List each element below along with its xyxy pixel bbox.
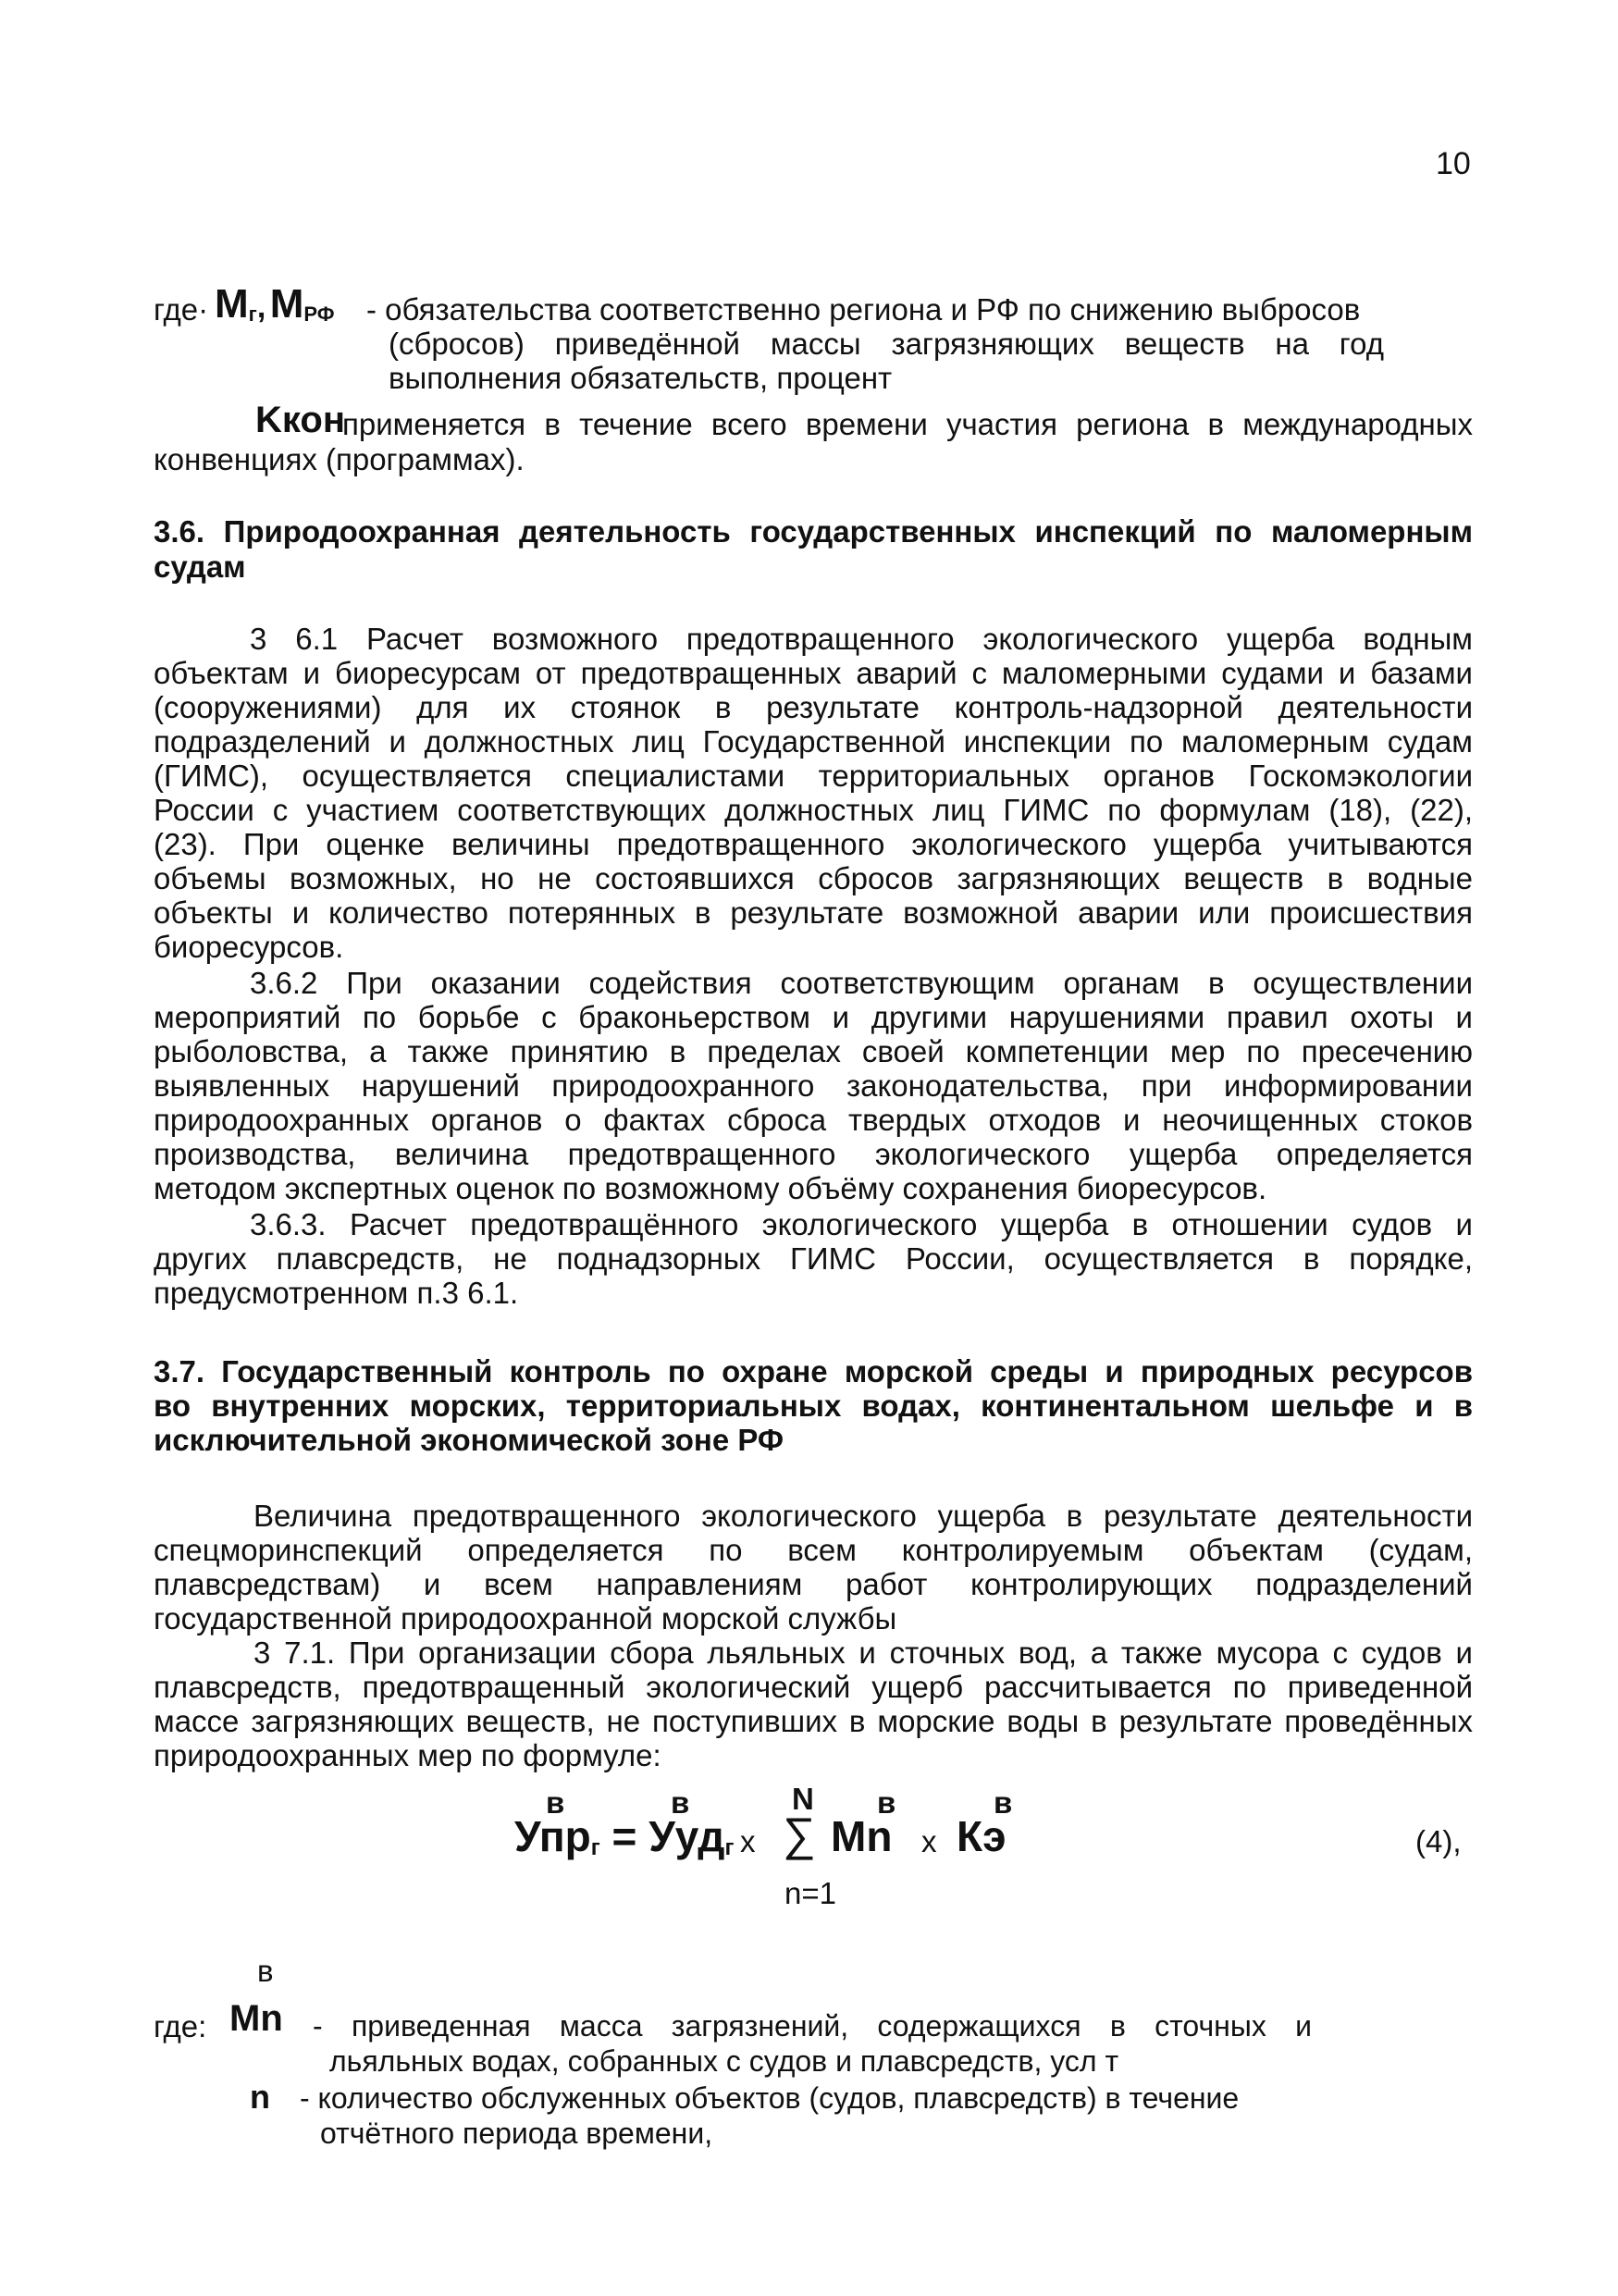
- section-3-6-heading-line-2: судам: [154, 549, 246, 584]
- formula-sup-1: в: [546, 1785, 565, 1820]
- formula-term1: Ууд: [648, 1812, 725, 1860]
- paragraph-3-6-3: [154, 1207, 1473, 1310]
- formula-term1-sub: г: [724, 1835, 735, 1860]
- where-2-n-line-2: отчётного периода времени,: [320, 2117, 713, 2150]
- paragraph-line: Величина предотвращенного экологического ущерба в результате деятельности: [253, 1499, 1473, 1533]
- paragraph-line: рыболовства, а также принятию в пределах своей компетенции мер по пресечению: [154, 1034, 1473, 1068]
- section-3-7-heading: [154, 1354, 1473, 1457]
- paragraph-line: предусмотренном п.3 6.1.: [154, 1276, 519, 1310]
- where-2-n-symbol: n: [250, 2078, 270, 2116]
- where-1-line-3: выполнения обязательств, процент: [389, 361, 893, 395]
- symbol-m-rf-sub: РФ: [303, 302, 335, 326]
- paragraph-line: выявленных нарушений природоохранного законодательства, при информировании: [154, 1068, 1473, 1103]
- where-2-mn-line-2: льяльных водах, собранных с судов и плавсредств, усл т: [329, 2044, 1119, 2078]
- paragraph-line: природоохранных органов о фактах сброса твердых отходов и неочищенных стоков: [154, 1103, 1473, 1137]
- where-1-line-2: (сбросов) приведённой массы загрязняющих веществ на год: [389, 327, 1384, 361]
- paragraph-line: 3.6.3. Расчет предотвращённого экологического ущерба в отношении судов и: [250, 1207, 1473, 1241]
- paragraph-line: подразделений и должностных лиц Государственной инспекции по маломерным судам: [154, 724, 1473, 759]
- paragraph-line: (сооружениями) для их стоянок в результате контроль-надзорной деятельности: [154, 690, 1473, 724]
- paragraph-line: других плавсредств, не поднадзорных ГИМС России, осуществляется в порядке,: [154, 1241, 1473, 1276]
- where-2-mn-line-1: - приведенная масса загрязнений, содержащихся в сточных и: [313, 2009, 1312, 2043]
- kcon-symbol: Kкон: [255, 400, 345, 440]
- symbol-m-rf: M: [269, 281, 304, 327]
- where-2-lead: где:: [154, 2009, 207, 2043]
- symbol-separator: ,: [256, 290, 266, 325]
- formula-sup-n: N: [792, 1782, 814, 1816]
- kcon-line-1: применяется в течение всего времени участия региона в международных: [342, 407, 1473, 441]
- heading-line: 3.7. Государственный контроль по охране морской среды и природных ресурсов: [154, 1354, 1473, 1389]
- heading-line: исключительной экономической зоне РФ: [154, 1423, 784, 1457]
- where-1-text: [366, 292, 1384, 327]
- paragraph-line: (ГИМС), осуществляется специалистами территориальных органов Госкомэкологии: [154, 759, 1473, 793]
- where-lead: где·: [154, 292, 209, 327]
- formula-lhs: Упр: [514, 1812, 591, 1860]
- paragraph-line: производства, величина предотвращенного экологического ущерба определяется: [154, 1137, 1473, 1171]
- kcon-line-2: конвенциях (программах).: [154, 442, 525, 476]
- paragraph-line: спецморинспекций определяется по всем контролируемым объектам (судам,: [154, 1533, 1473, 1567]
- paragraph-line: объекты и количество потерянных в результате возможной аварии или происшествия: [154, 895, 1473, 930]
- heading-line: во внутренних морских, территориальных водах, континентальном шельфе и в: [154, 1389, 1473, 1423]
- symbol-m-pair: [215, 281, 335, 327]
- paragraph-line: России с участием соответствующих должностных лиц ГИМС по формулам (18), (22),: [154, 793, 1473, 827]
- paragraph-line: 3 6.1 Расчет возможного предотвращенного экологического ущерба водным: [250, 622, 1473, 656]
- paragraph-line: природоохранных мер по формуле:: [154, 1738, 661, 1772]
- formula-times-1: x: [740, 1824, 756, 1858]
- paragraph-3-6-2: [154, 966, 1473, 1205]
- formula-k: Кэ: [957, 1812, 1007, 1860]
- formula-below: n=1: [784, 1876, 836, 1910]
- formula-lhs-sub: г: [590, 1835, 600, 1860]
- paragraph-line: объемы возможных, но не состоявшихся сбросов загрязняющих веществ в водные: [154, 861, 1473, 895]
- paragraph-line: мероприятий по борьбе с браконьерством и другими нарушениями правил охоты и: [154, 1000, 1473, 1034]
- section-3-6-heading-line-1: 3.6. Природоохранная деятельность государственных инспекций по маломерным: [154, 514, 1473, 549]
- formula-sup-2: в: [671, 1785, 690, 1820]
- where-1-line: - обязательства соответственно региона и РФ по снижению выбросов: [366, 292, 1361, 327]
- formula-times-2: x: [921, 1824, 937, 1858]
- formula-eq: =: [611, 1812, 637, 1860]
- where-2-n-line-1: - количество обслуженных объектов (судов, плавсредств) в течение: [300, 2081, 1240, 2115]
- paragraph-line: методом экспертных оценок по возможному объёму сохранения биоресурсов.: [154, 1171, 1267, 1205]
- paragraph-line: государственной природоохранной морской службы: [154, 1601, 897, 1636]
- paragraph-line: биоресурсов.: [154, 930, 344, 964]
- paragraph-3-7-intro: [154, 1499, 1473, 1636]
- paragraph-3-7-1: [154, 1636, 1473, 1772]
- symbol-m-region-sub: г: [248, 302, 257, 326]
- formula-number: (4),: [1415, 1824, 1462, 1858]
- where-2-mn-symbol: Mn: [229, 1998, 283, 2039]
- formula-body: [514, 1811, 734, 1861]
- formula-sup-4: в: [994, 1785, 1013, 1820]
- paragraph-line: 3.6.2 При оказании содействия соответствующим органам в осуществлении: [250, 966, 1473, 1000]
- formula-sigma: ∑: [783, 1808, 816, 1860]
- paragraph-line: объектам и биоресурсам от предотвращенных аварий с маломерными судами и базами: [154, 656, 1473, 690]
- paragraph-line: плавсредствам) и всем направлениям работ контролирующих подразделений: [154, 1567, 1473, 1601]
- page-number: 10: [1436, 146, 1471, 181]
- paragraph-line: массе загрязняющих веществ, не поступивших в морские воды в результате проведённых: [154, 1704, 1473, 1738]
- paragraph-line: (23). При оценке величины предотвращенного экологического ущерба учитываются: [154, 827, 1473, 861]
- symbol-m-region: M: [215, 281, 249, 327]
- paragraph-line: плавсредств, предотвращенный экологический ущерб рассчитывается по приведенной: [154, 1670, 1473, 1704]
- paragraph-3-6-1: [154, 622, 1473, 964]
- formula-mn: Mn: [831, 1812, 893, 1860]
- where-2-sup: в: [257, 1954, 274, 1988]
- formula-sup-3: в: [877, 1785, 896, 1820]
- paragraph-line: 3 7.1. При организации сбора льяльных и сточных вод, а также мусора с судов и: [253, 1636, 1473, 1670]
